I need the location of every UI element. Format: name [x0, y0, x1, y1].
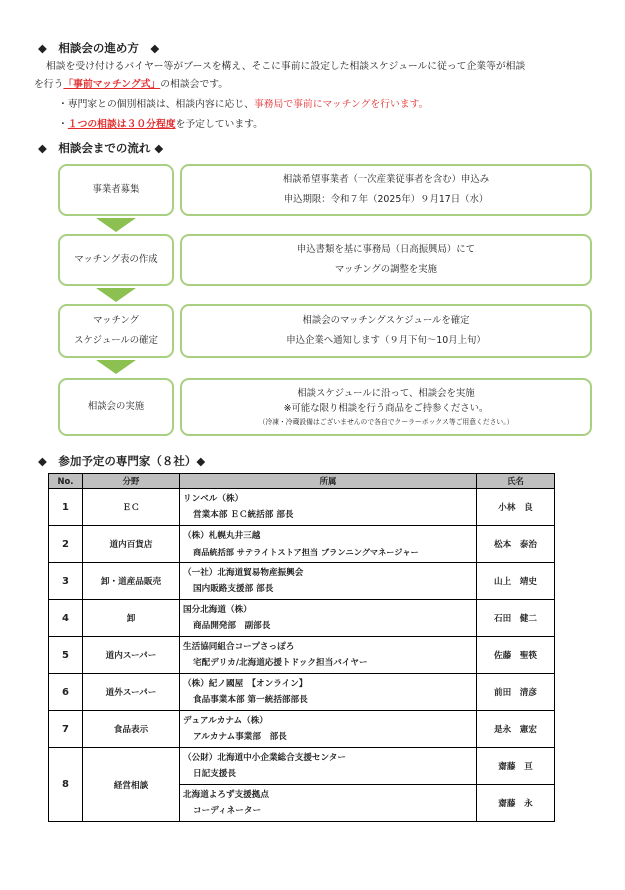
affiliation-title: 宅配デリカ/北海道応援トドック担当バイヤー [193, 658, 368, 668]
flow-step-3-label-2: スケジュールの確定 [74, 335, 158, 346]
flow-step-2-desc-1: 申込書類を基に事務局（日高振興局）にて [296, 244, 476, 255]
section-heading-experts: ◆ 参加予定の専門家（８社）◆ [38, 454, 206, 468]
affiliation-title: 食品事業本部 第一統括部部長 [193, 695, 308, 705]
row-no: 2 [49, 526, 83, 563]
row-affiliation [180, 600, 477, 637]
flow-step-4-desc-box [180, 378, 592, 436]
row-name: 前田 清彦 [477, 674, 555, 711]
intro-line-2 [34, 76, 228, 93]
flow-step-3-desc-1: 相談会のマッチングスケジュールを確定 [302, 315, 470, 326]
affiliation-org: （株）紀ノ國屋 【オンライン】 [183, 679, 308, 689]
section-heading-consult: ◆ 相談会の進め方 ◆ [38, 41, 160, 55]
intro-bullet-1-pre: ・専門家との個別相談は、相談内容に応じ、 [58, 99, 254, 110]
flow-arrow-1 [96, 218, 136, 232]
intro-bullet-1 [58, 96, 428, 113]
row-field: 道外スーパー [83, 674, 180, 711]
flow-step-4-box [58, 378, 174, 436]
affiliation-title: 商品開発部 副部長 [193, 621, 271, 631]
row-no: 3 [49, 563, 83, 600]
flow-step-1-desc-box [180, 164, 592, 216]
row-affiliation [180, 674, 477, 711]
intro-bullet-2-red: １つの相談は３０分程度 [67, 119, 176, 130]
affiliation-org: 北海道よろず支援拠点 [183, 790, 269, 800]
intro-bullet-2-post: を予定しています。 [175, 119, 263, 130]
intro-line-2-pre: を行う [34, 79, 64, 90]
table-row [49, 563, 555, 600]
row-field: 道内百貨店 [83, 526, 180, 563]
row-no: 5 [49, 637, 83, 674]
affiliation-org: （一社）北海道貿易物産振興会 [183, 568, 304, 578]
row-name: 松本 泰治 [477, 526, 555, 563]
flow-step-1-label: 事業者募集 [92, 184, 140, 195]
row-field: 卸 [83, 600, 180, 637]
flow-step-2-label: マッチング表の作成 [74, 254, 158, 265]
flow-step-3-label-1: マッチング [93, 315, 139, 326]
flow-step-2-desc-box [180, 234, 592, 286]
flow-step-2-desc-2: マッチングの調整を実施 [334, 264, 438, 275]
table-row [49, 748, 555, 785]
flow-step-4-note: （冷凍・冷蔵設備はございませんので各自でクーラーボックス等ご用意ください。） [258, 418, 514, 426]
row-name: 山上 靖史 [477, 563, 555, 600]
flow-step-4-desc-1: 相談スケジュールに沿って、相談会を実施 [297, 388, 475, 399]
affiliation-title: 国内販路支援部 部長 [193, 584, 274, 594]
intro-line-2-emphasis: 「事前マッチング式」 [63, 79, 161, 90]
row-affiliation [180, 748, 477, 785]
row-field: 卸・道産品販売 [83, 563, 180, 600]
flow-step-1-box [58, 164, 174, 216]
row-name: 小林 良 [477, 489, 555, 526]
row-no: 7 [49, 711, 83, 748]
row-field: 経営相談 [83, 748, 180, 822]
table-row [49, 637, 555, 674]
row-name: 佐藤 聖筷 [477, 637, 555, 674]
table-row [49, 526, 555, 563]
flow-step-3-box [58, 304, 174, 358]
table-row [49, 600, 555, 637]
intro-bullet-1-red: 事務局で事前にマッチングを行います。 [253, 99, 429, 110]
affiliation-org: 生活協同組合コープさっぽろ [183, 642, 295, 652]
affiliation-org: リンベル（株） [183, 494, 244, 504]
intro-line-2-post: の相談会です。 [160, 79, 229, 90]
affiliation-title: 日記支援長 [193, 769, 236, 779]
flow-arrow-2 [96, 288, 136, 302]
row-field: 食品表示 [83, 711, 180, 748]
row-field: 道内スーパー [83, 637, 180, 674]
table-row [49, 489, 555, 526]
intro-line-1: 相談を受け付けるバイヤー等がブースを構え、そこに事前に設定した相談スケジュールに従って企業等が相談 [46, 61, 526, 72]
affiliation-title: アルカナム事業部 部長 [193, 732, 287, 742]
affiliation-org: 国分北海道（株） [183, 605, 252, 615]
header-affiliation: 所属 [180, 474, 477, 489]
flow-step-3-desc-box [180, 304, 592, 358]
row-affiliation [180, 785, 477, 822]
row-affiliation [180, 526, 477, 563]
table-header-row [49, 474, 555, 489]
row-field: ＥＣ [83, 489, 180, 526]
flow-step-1-desc-2: 申込期限：令和７年（2025年）９月17日（水） [283, 194, 489, 205]
row-name: 是永 憲宏 [477, 711, 555, 748]
header-name: 氏名 [477, 474, 555, 489]
intro-bullet-2-dot: ・ [58, 119, 68, 130]
intro-bullet-2 [58, 116, 263, 133]
header-no: No. [49, 474, 83, 489]
flow-step-4-label: 相談会の実施 [87, 401, 145, 412]
row-affiliation [180, 563, 477, 600]
flow-step-4-desc-2: ※可能な限り相談を行う商品をご持参ください。 [283, 403, 489, 414]
row-name: 齋藤 亘 [477, 748, 555, 785]
experts-table [48, 473, 555, 822]
row-no: 4 [49, 600, 83, 637]
affiliation-title: 商品統括部 サテライトストア担当 ブランニングマネージャー [193, 547, 419, 557]
table-row [49, 674, 555, 711]
affiliation-org: （株）札幌丸井三越 [183, 531, 261, 541]
affiliation-org: （公財）北海道中小企業総合支援センター [183, 753, 346, 763]
flow-step-3-desc-2: 申込企業へ通知します（９月下旬〜10月上旬） [286, 335, 486, 346]
row-no: 6 [49, 674, 83, 711]
row-affiliation [180, 637, 477, 674]
table-row [49, 711, 555, 748]
row-affiliation [180, 711, 477, 748]
header-field: 分野 [83, 474, 180, 489]
row-no: 8 [49, 748, 83, 822]
row-no: 1 [49, 489, 83, 526]
section-heading-flow: ◆ 相談会までの流れ ◆ [38, 141, 164, 155]
row-name: 石田 健二 [477, 600, 555, 637]
flow-step-2-box [58, 234, 174, 286]
row-affiliation [180, 489, 477, 526]
row-name: 齋藤 永 [477, 785, 555, 822]
flow-arrow-3 [96, 360, 136, 374]
affiliation-org: デュアルカナム（株） [183, 716, 268, 726]
affiliation-title: 営業本部 ＥＣ統括部 部長 [193, 510, 294, 520]
affiliation-title: コーディネーター [193, 806, 262, 816]
flow-step-1-desc-1: 相談希望事業者（一次産業従事者を含む）申込み [282, 174, 490, 185]
